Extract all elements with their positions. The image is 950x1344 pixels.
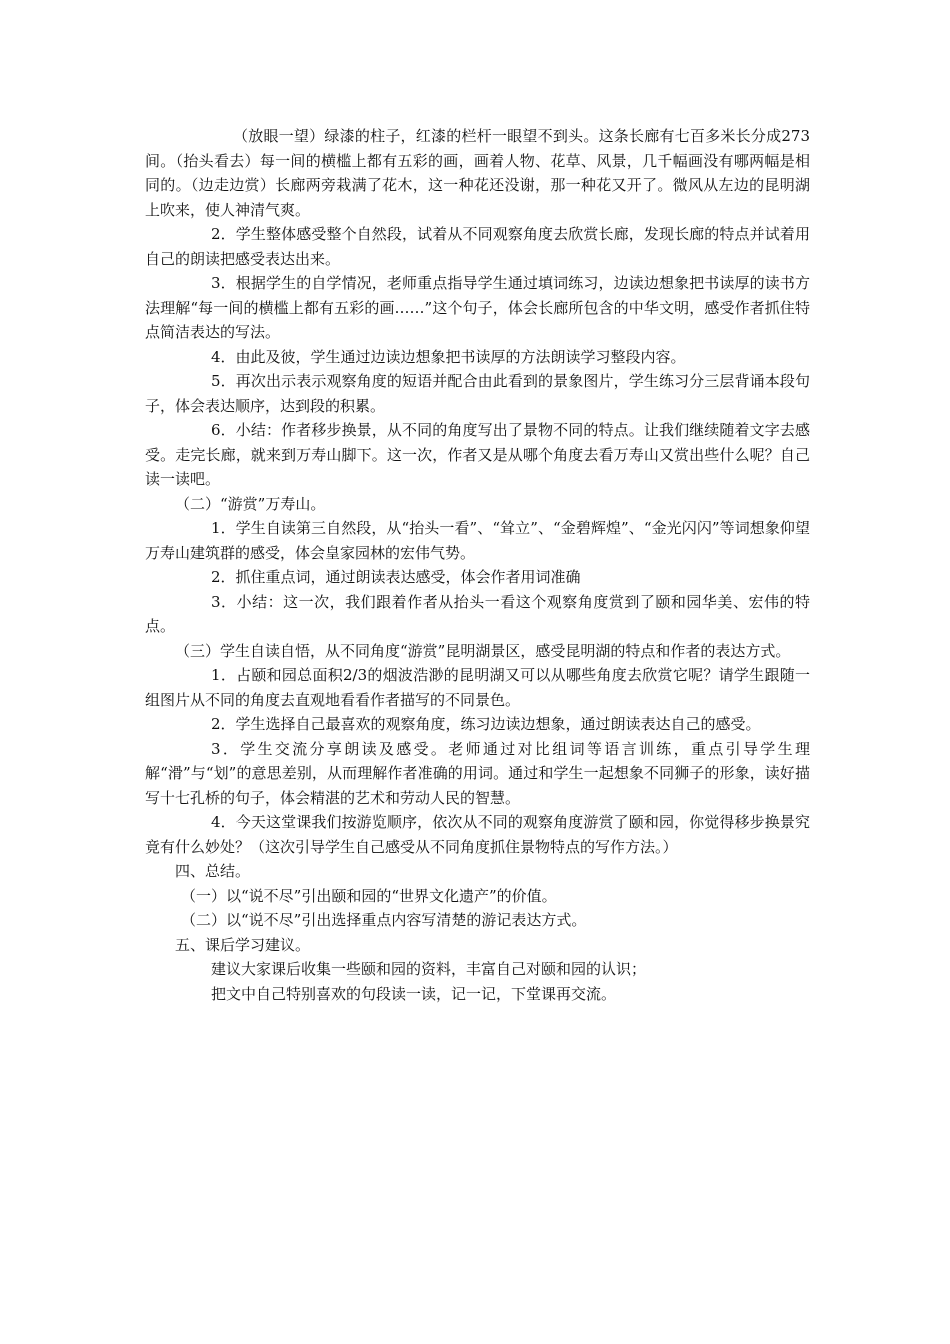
paragraph-corridor-description: （放眼一望）绿漆的柱子，红漆的栏杆一眼望不到头。这条长廊有七百多米长分成273间。（抬头看去）每一间的横槛上都有五彩的画，画着人物、花草、风景，几千幅画没有哪两幅是相同的。（边走边赏）长廊两旁栽满了花木，这一种花还没谢，那一种花又开了。微风从左边的昆明湖上吹来，使人神清气爽。: [145, 127, 810, 219]
paragraph-step-2: 2．学生整体感受整个自然段，试着从不同观察角度去欣赏长廊，发现长廊的特点并试着用自己的朗读把感受表达出来。: [145, 225, 810, 268]
paragraph-section-3-step-2: 2．学生选择自己最喜欢的观察角度，练习边读边想象，通过朗读表达自己的感受。: [211, 715, 761, 733]
paragraph-section-3-step-4: 4．今天这堂课我们按游览顺序，依次从不同的观察角度游赏了颐和园，你觉得移步换景究竟有什么妙处？（这次引导学生自己感受从不同角度抓住景物特点的写作方法。）: [145, 813, 810, 856]
heading-section-2: （二）“游赏”万寿山。: [175, 494, 326, 513]
paragraph-step-3: 3．根据学生的自学情况，老师重点指导学生通过填词练习，边读边想象把书读厚的读书方法理解“每一间的横槛上都有五彩的画……”这个句子，体会长廊所包含的中华文明，感受作者抓住特点简洁表达的写法。: [145, 274, 810, 341]
paragraph-suggestion-1: 建议大家课后收集一些颐和园的资料，丰富自己对颐和园的认识；: [211, 960, 647, 978]
heading-after-class-suggestions: 五、课后学习建议。: [175, 935, 311, 954]
paragraph-summary-2: （二）以“说不尽”引出选择重点内容写清楚的游记表达方式。: [181, 911, 587, 929]
paragraph-section-3-step-3: 3．学生交流分享朗读及感受。老师通过对比组词等语言训练，重点引导学生理解“滑”与“划”的意思差别，从而理解作者准确的用词。通过和学生一起想象不同狮子的形象，读好描写十七孔桥的句子，体会精湛的艺术和劳动人民的智慧。: [145, 739, 810, 807]
paragraph-step-4: 4．由此及彼，学生通过边读边想象把书读厚的方法朗读学习整段内容。: [211, 347, 686, 366]
paragraph-section-2-step-2: 2．抓住重点词，通过朗读表达感受，体会作者用词准确: [211, 568, 581, 586]
paragraph-summary-1: （一）以“说不尽”引出颐和园的“世界文化遗产”的价值。: [181, 886, 557, 905]
paragraph-suggestion-2: 把文中自己特别喜欢的句段读一读，记一记，下堂课再交流。: [211, 984, 617, 1003]
heading-section-3: （三）学生自读自悟，从不同角度“游赏”昆明湖景区，感受昆明湖的特点和作者的表达方式。: [175, 641, 791, 660]
paragraph-section-2-step-1: 1．学生自读第三自然段，从“抬头一看”、“耸立”、“金碧辉煌”、“金光闪闪”等词想象仰望万寿山建筑群的感受，体会皇家园林的宏伟气势。: [145, 519, 810, 562]
paragraph-step-5: 5．再次出示表示观察角度的短语并配合由此看到的景象图片，学生练习分三层背诵本段句子，体会表达顺序，达到段的积累。: [145, 372, 810, 415]
heading-summary: 四、总结。: [175, 862, 251, 880]
document-body: [145, 124, 810, 1006]
paragraph-section-3-step-1: 1．占颐和园总面积2/3的烟波浩渺的昆明湖又可以从哪些角度去欣赏它呢？请学生跟随一组图片从不同的角度去直观地看看作者描写的不同景色。: [145, 666, 810, 709]
paragraph-step-6: 6．小结：作者移步换景，从不同的角度写出了景物不同的特点。让我们继续随着文字去感受。走完长廊，就来到万寿山脚下。这一次，作者又是从哪个角度去看万寿山又赏出些什么呢？自己读一读吧。: [145, 421, 810, 488]
paragraph-section-2-step-3: 3．小结：这一次，我们跟着作者从抬头一看这个观察角度赏到了颐和园华美、宏伟的特点。: [145, 592, 810, 635]
